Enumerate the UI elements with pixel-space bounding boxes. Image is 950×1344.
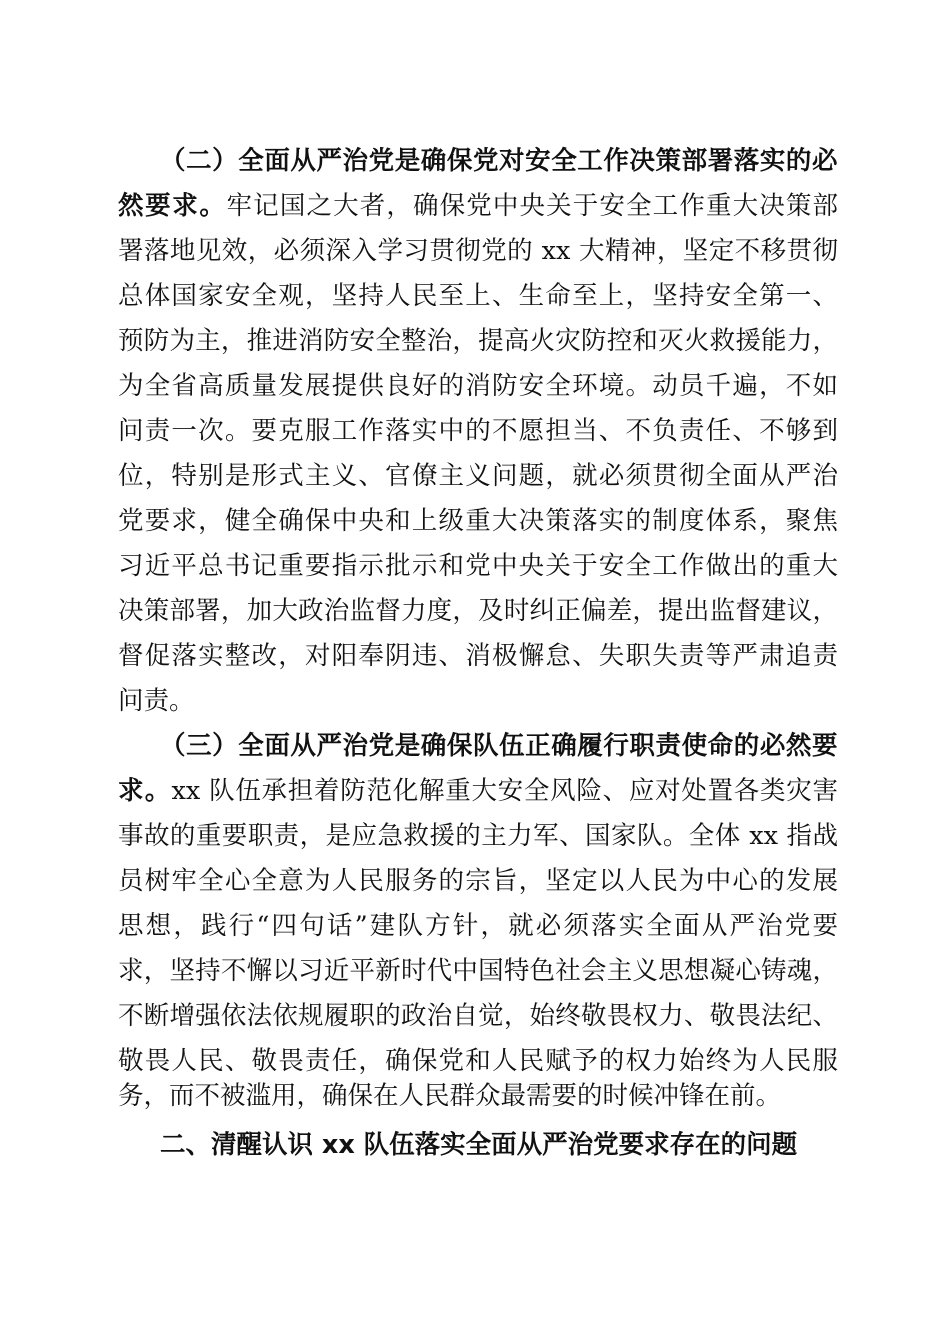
section2-line-8: 党要求，健全确保中央和上级重大决策落实的制度体系，聚焦 bbox=[118, 506, 838, 536]
section2-line-6: 问责一次。要克服工作落实中的不愿担当、不负责任、不够到 bbox=[118, 416, 838, 446]
section2-line-1-text: 牢记国之大者，确保党中央关于安全工作重大决策部 bbox=[226, 191, 838, 221]
section3-line-8: 务，而不被滥用，确保在人民群众最需要的时候冲锋在前。 bbox=[118, 1081, 782, 1111]
section2-line-3: 总体国家安全观，坚持人民至上、生命至上，坚持安全第一、 bbox=[118, 281, 838, 311]
section2-line-7: 位，特别是形式主义、官僚主义问题，就必须贯彻全面从严治 bbox=[118, 461, 838, 491]
section3-line-4: 思想，践行“四句话”建队方针，就必须落实全面从严治党要 bbox=[118, 911, 838, 941]
section2-line-5: 为全省高质量发展提供良好的消防安全环境。动员千遍，不如 bbox=[118, 371, 838, 401]
section2-heading: （二）全面从严治党是确保党对安全工作决策部署落实的必 bbox=[160, 146, 838, 176]
section3-line-3: 员树牢全心全意为人民服务的宗旨，坚定以人民为中心的发展 bbox=[118, 866, 838, 896]
section2-heading-cont: 然要求。 bbox=[118, 191, 227, 221]
section-two-title: 二、清醒认识 xx 队伍落实全面从严治党要求存在的问题 bbox=[160, 1130, 798, 1160]
section2-line-10: 决策部署，加大政治监督力度，及时纠正偏差，提出监督建议， bbox=[118, 596, 838, 626]
section3-heading-cont: 求。 bbox=[118, 776, 172, 806]
section2-line-11: 督促落实整改，对阳奉阴违、消极懈怠、失职失责等严肃追责 bbox=[118, 641, 838, 671]
section3-line-2: 事故的重要职责，是应急救援的主力军、国家队。全体 xx 指战 bbox=[118, 821, 838, 851]
section3-line-7: 敬畏人民、敬畏责任，确保党和人民赋予的权力始终为人民服 bbox=[118, 1046, 838, 1076]
section3-line-6: 不断增强依法依规履职的政治自觉，始终敬畏权力、敬畏法纪、 bbox=[118, 1001, 838, 1031]
section3-line-5: 求，坚持不懈以习近平新时代中国特色社会主义思想凝心铸魂， bbox=[118, 956, 838, 986]
section3-line-1-text: xx 队伍承担着防范化解重大安全风险、应对处置各类灾害 bbox=[171, 776, 838, 806]
section2-line-12: 问责。 bbox=[118, 686, 195, 716]
section2-line-9: 习近平总书记重要指示批示和党中央关于安全工作做出的重大 bbox=[118, 551, 838, 581]
section3-line-1 bbox=[118, 769, 838, 814]
section3-heading: （三）全面从严治党是确保队伍正确履行职责使命的必然要 bbox=[160, 731, 838, 761]
section2-line-4: 预防为主，推进消防安全整治，提高火灾防控和灭火救援能力， bbox=[118, 326, 838, 356]
section2-line-1 bbox=[118, 184, 838, 229]
section2-line-2: 署落地见效，必须深入学习贯彻党的 xx 大精神，坚定不移贯彻 bbox=[118, 236, 838, 266]
